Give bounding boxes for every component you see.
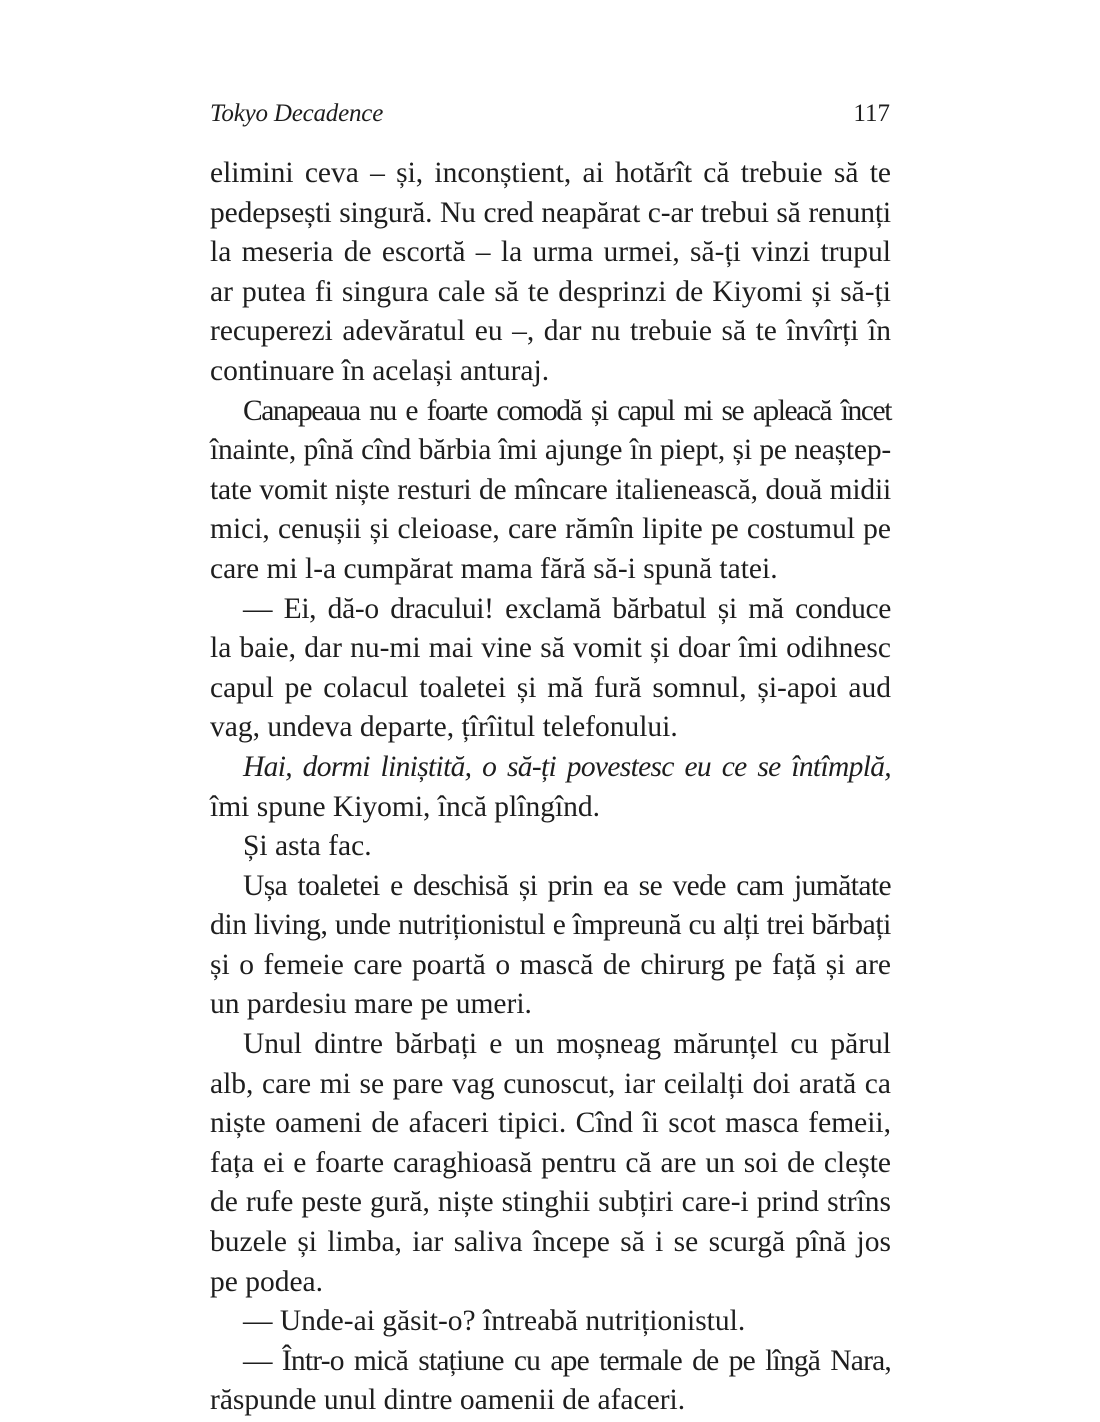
text-line: pe podea. xyxy=(210,1265,324,1298)
text-line: Și asta fac. xyxy=(243,830,372,863)
text-line: capul pe colacul toaletei și mă fură somnul, și-apoi aud xyxy=(210,671,891,704)
page-number: 117 xyxy=(853,100,890,127)
paragraph xyxy=(210,1302,891,1342)
text-line: care mi l-a cumpărat mama fără să-i spună tatei. xyxy=(210,552,778,585)
text-line: continuare în același anturaj. xyxy=(210,354,550,387)
text-line: înainte, pînă cînd bărbia îmi ajunge în piept, și pe neaștep- xyxy=(210,434,891,467)
body-text xyxy=(210,154,891,1421)
running-head xyxy=(210,100,890,140)
text-line: fața ei e foarte caraghioasă pentru că are un soi de clește xyxy=(210,1146,891,1179)
paragraph xyxy=(210,827,891,867)
book-title: Tokyo Decadence xyxy=(210,100,384,127)
paragraph xyxy=(210,867,891,1025)
paragraph xyxy=(210,154,891,392)
paragraph xyxy=(210,1342,891,1421)
text-line: vag, undeva departe, țîrîitul telefonului. xyxy=(210,711,678,744)
text-line: recuperezi adevăratul eu –, dar nu trebuie să te învîrți în xyxy=(210,315,891,348)
text-line: la meseria de escortă – la urma urmei, să-ți vinzi trupul xyxy=(210,236,891,269)
paragraph xyxy=(210,590,891,748)
text-line: Ușa toaletei e deschisă și prin ea se vede cam jumătate xyxy=(243,869,891,902)
text-line: Hai, dormi liniștită, o să-ți povestesc eu ce se întîmplă, xyxy=(243,750,891,783)
text-line: din living, unde nutriționistul e împreună cu alți trei bărbați xyxy=(210,909,891,942)
text-line: un pardesiu mare pe umeri. xyxy=(210,988,532,1021)
text-line: — Unde-ai găsit-o? întreabă nutriționistul. xyxy=(243,1305,746,1338)
text-line: Unul dintre bărbați e un moșneag mărunțel cu părul xyxy=(243,1028,891,1061)
text-line: ar putea fi singura cale să te desprinzi de Kiyomi și să-ți xyxy=(210,275,891,308)
paragraph xyxy=(210,392,891,590)
text-line: — Ei, dă-o dracului! exclamă bărbatul și mă conduce xyxy=(243,592,891,625)
text-line: tate vomit niște resturi de mîncare italienească, două midii xyxy=(210,473,891,506)
text-line: elimini ceva – și, inconștient, ai hotărît că trebuie să te xyxy=(210,157,891,189)
text-line: răspunde unul dintre oamenii de afaceri. xyxy=(210,1384,686,1417)
text-line: de rufe peste gură, niște stinghii subțiri care-i prind strîns xyxy=(210,1186,891,1219)
text-line: mici, cenușii și cleioase, care rămîn lipite pe costumul pe xyxy=(210,513,891,546)
text-line: pedepsești singură. Nu cred neapărat c-ar trebui să renunți xyxy=(210,196,891,229)
text-line: niște oameni de afaceri tipici. Cînd îi scot masca femeii, xyxy=(210,1107,891,1140)
text-line: îmi spune Kiyomi, încă plîngînd. xyxy=(210,790,601,823)
text-line: la baie, dar nu-mi mai vine să vomit și doar îmi odihnesc xyxy=(210,632,891,665)
paragraph xyxy=(210,1025,891,1302)
paragraph xyxy=(210,748,891,827)
text-line: alb, care mi se pare vag cunoscut, iar ceilalți doi arată ca xyxy=(210,1067,891,1100)
text-line: — Într-o mică stațiune cu ape termale de pe lîngă Nara, xyxy=(243,1344,891,1377)
text-line: și o femeie care poartă o mască de chirurg pe față și are xyxy=(210,948,891,981)
text-line: buzele și limba, iar saliva începe să i se scurgă pînă jos xyxy=(210,1226,891,1259)
text-line: Canapeaua nu e foarte comodă și capul mi se apleacă încet xyxy=(243,394,891,427)
